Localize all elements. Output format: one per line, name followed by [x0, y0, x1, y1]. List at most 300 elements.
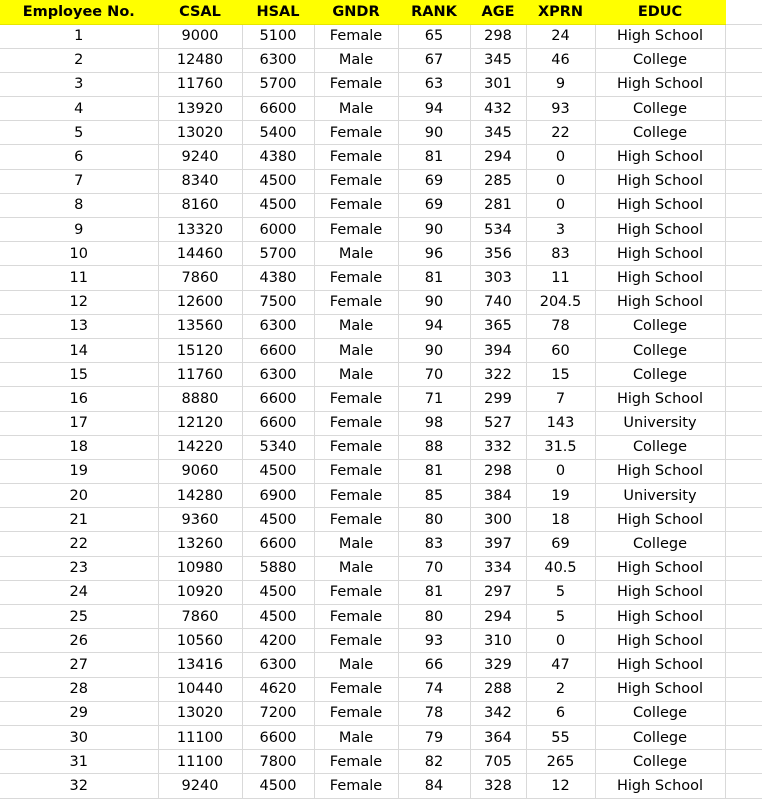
cell-educ[interactable]: High School: [595, 629, 725, 653]
cell-rank[interactable]: 93: [398, 629, 470, 653]
cell-age[interactable]: 534: [470, 218, 526, 242]
cell-rank[interactable]: 90: [398, 338, 470, 362]
cell-educ[interactable]: College: [595, 338, 725, 362]
cell-csal[interactable]: 12120: [158, 411, 242, 435]
cell-employee-no[interactable]: 32: [0, 774, 158, 798]
cell-xprn[interactable]: 0: [526, 629, 595, 653]
cell-rank[interactable]: 63: [398, 72, 470, 96]
header-rank[interactable]: RANK: [398, 0, 470, 24]
header-xprn[interactable]: XPRN: [526, 0, 595, 24]
cell-employee-no[interactable]: 9: [0, 218, 158, 242]
cell-educ[interactable]: College: [595, 701, 725, 725]
cell-xprn[interactable]: 12: [526, 774, 595, 798]
cell-educ[interactable]: High School: [595, 556, 725, 580]
cell-employee-no[interactable]: 2: [0, 48, 158, 72]
cell-educ[interactable]: College: [595, 532, 725, 556]
cell-rank[interactable]: 80: [398, 605, 470, 629]
cell-hsal[interactable]: 5700: [242, 72, 314, 96]
cell-csal[interactable]: 13020: [158, 121, 242, 145]
empty-cell[interactable]: [725, 556, 762, 580]
cell-employee-no[interactable]: 29: [0, 701, 158, 725]
cell-age[interactable]: 299: [470, 387, 526, 411]
cell-employee-no[interactable]: 23: [0, 556, 158, 580]
cell-xprn[interactable]: 2: [526, 677, 595, 701]
cell-employee-no[interactable]: 15: [0, 363, 158, 387]
empty-cell[interactable]: [725, 532, 762, 556]
empty-cell[interactable]: [725, 435, 762, 459]
cell-csal[interactable]: 9240: [158, 774, 242, 798]
cell-csal[interactable]: 14460: [158, 242, 242, 266]
cell-hsal[interactable]: 4500: [242, 774, 314, 798]
cell-age[interactable]: 384: [470, 484, 526, 508]
cell-hsal[interactable]: 7800: [242, 750, 314, 774]
cell-csal[interactable]: 13320: [158, 218, 242, 242]
cell-csal[interactable]: 7860: [158, 605, 242, 629]
cell-xprn[interactable]: 31.5: [526, 435, 595, 459]
cell-gndr[interactable]: Female: [314, 605, 398, 629]
cell-employee-no[interactable]: 22: [0, 532, 158, 556]
cell-rank[interactable]: 70: [398, 363, 470, 387]
empty-cell[interactable]: [725, 363, 762, 387]
empty-cell[interactable]: [725, 266, 762, 290]
cell-educ[interactable]: High School: [595, 605, 725, 629]
cell-gndr[interactable]: Female: [314, 290, 398, 314]
empty-cell[interactable]: [725, 24, 762, 48]
cell-csal[interactable]: 13260: [158, 532, 242, 556]
cell-hsal[interactable]: 4620: [242, 677, 314, 701]
cell-hsal[interactable]: 5340: [242, 435, 314, 459]
empty-cell[interactable]: [725, 774, 762, 798]
cell-age[interactable]: 365: [470, 314, 526, 338]
cell-hsal[interactable]: 5400: [242, 121, 314, 145]
cell-csal[interactable]: 8160: [158, 193, 242, 217]
cell-gndr[interactable]: Male: [314, 314, 398, 338]
cell-gndr[interactable]: Female: [314, 484, 398, 508]
empty-cell[interactable]: [725, 145, 762, 169]
cell-hsal[interactable]: 6600: [242, 97, 314, 121]
cell-csal[interactable]: 13416: [158, 653, 242, 677]
cell-rank[interactable]: 70: [398, 556, 470, 580]
cell-age[interactable]: 345: [470, 121, 526, 145]
cell-age[interactable]: 285: [470, 169, 526, 193]
cell-hsal[interactable]: 5100: [242, 24, 314, 48]
cell-employee-no[interactable]: 6: [0, 145, 158, 169]
empty-cell[interactable]: [725, 290, 762, 314]
cell-employee-no[interactable]: 17: [0, 411, 158, 435]
cell-hsal[interactable]: 4500: [242, 508, 314, 532]
cell-hsal[interactable]: 4380: [242, 145, 314, 169]
cell-xprn[interactable]: 46: [526, 48, 595, 72]
cell-educ[interactable]: High School: [595, 218, 725, 242]
cell-csal[interactable]: 9240: [158, 145, 242, 169]
cell-gndr[interactable]: Female: [314, 677, 398, 701]
empty-cell[interactable]: [725, 653, 762, 677]
cell-hsal[interactable]: 4500: [242, 193, 314, 217]
cell-age[interactable]: 298: [470, 24, 526, 48]
cell-csal[interactable]: 11100: [158, 725, 242, 749]
cell-rank[interactable]: 66: [398, 653, 470, 677]
cell-hsal[interactable]: 6300: [242, 653, 314, 677]
cell-educ[interactable]: High School: [595, 242, 725, 266]
cell-rank[interactable]: 84: [398, 774, 470, 798]
cell-employee-no[interactable]: 28: [0, 677, 158, 701]
cell-csal[interactable]: 14280: [158, 484, 242, 508]
cell-csal[interactable]: 11100: [158, 750, 242, 774]
cell-employee-no[interactable]: 25: [0, 605, 158, 629]
cell-age[interactable]: 345: [470, 48, 526, 72]
table-row: [0, 193, 762, 217]
cell-hsal[interactable]: 7500: [242, 290, 314, 314]
cell-employee-no[interactable]: 7: [0, 169, 158, 193]
cell-hsal[interactable]: 6600: [242, 411, 314, 435]
cell-rank[interactable]: 69: [398, 193, 470, 217]
cell-hsal[interactable]: 6600: [242, 725, 314, 749]
header-hsal[interactable]: HSAL: [242, 0, 314, 24]
empty-cell[interactable]: [725, 459, 762, 483]
cell-gndr[interactable]: Female: [314, 411, 398, 435]
cell-xprn[interactable]: 60: [526, 338, 595, 362]
cell-age[interactable]: 329: [470, 653, 526, 677]
cell-employee-no[interactable]: 1: [0, 24, 158, 48]
cell-rank[interactable]: 81: [398, 266, 470, 290]
cell-xprn[interactable]: 93: [526, 97, 595, 121]
cell-rank[interactable]: 81: [398, 459, 470, 483]
cell-xprn[interactable]: 143: [526, 411, 595, 435]
cell-educ[interactable]: High School: [595, 677, 725, 701]
cell-csal[interactable]: 8880: [158, 387, 242, 411]
cell-educ[interactable]: University: [595, 484, 725, 508]
cell-xprn[interactable]: 19: [526, 484, 595, 508]
cell-educ[interactable]: High School: [595, 145, 725, 169]
header-row: [0, 0, 762, 24]
cell-educ[interactable]: High School: [595, 580, 725, 604]
cell-educ[interactable]: High School: [595, 774, 725, 798]
cell-rank[interactable]: 71: [398, 387, 470, 411]
cell-educ[interactable]: College: [595, 121, 725, 145]
cell-csal[interactable]: 13920: [158, 97, 242, 121]
cell-xprn[interactable]: 83: [526, 242, 595, 266]
cell-educ[interactable]: High School: [595, 169, 725, 193]
cell-gndr[interactable]: Male: [314, 556, 398, 580]
cell-xprn[interactable]: 204.5: [526, 290, 595, 314]
cell-rank[interactable]: 81: [398, 145, 470, 169]
cell-hsal[interactable]: 4500: [242, 459, 314, 483]
cell-age[interactable]: 301: [470, 72, 526, 96]
cell-rank[interactable]: 83: [398, 532, 470, 556]
empty-cell[interactable]: [725, 629, 762, 653]
cell-age[interactable]: 298: [470, 459, 526, 483]
cell-employee-no[interactable]: 16: [0, 387, 158, 411]
empty-cell[interactable]: [725, 677, 762, 701]
cell-employee-no[interactable]: 21: [0, 508, 158, 532]
cell-xprn[interactable]: 22: [526, 121, 595, 145]
cell-gndr[interactable]: Female: [314, 701, 398, 725]
cell-xprn[interactable]: 11: [526, 266, 595, 290]
cell-xprn[interactable]: 78: [526, 314, 595, 338]
empty-cell[interactable]: [725, 121, 762, 145]
cell-rank[interactable]: 81: [398, 580, 470, 604]
empty-cell[interactable]: [725, 0, 762, 24]
cell-gndr[interactable]: Male: [314, 242, 398, 266]
cell-gndr[interactable]: Male: [314, 532, 398, 556]
cell-gndr[interactable]: Male: [314, 653, 398, 677]
cell-rank[interactable]: 65: [398, 24, 470, 48]
empty-cell[interactable]: [725, 48, 762, 72]
cell-rank[interactable]: 74: [398, 677, 470, 701]
cell-age[interactable]: 432: [470, 97, 526, 121]
header-csal[interactable]: CSAL: [158, 0, 242, 24]
cell-employee-no[interactable]: 24: [0, 580, 158, 604]
cell-gndr[interactable]: Female: [314, 193, 398, 217]
cell-age[interactable]: 705: [470, 750, 526, 774]
empty-cell[interactable]: [725, 725, 762, 749]
cell-xprn[interactable]: 24: [526, 24, 595, 48]
cell-gndr[interactable]: Female: [314, 24, 398, 48]
empty-cell[interactable]: [725, 580, 762, 604]
empty-cell[interactable]: [725, 97, 762, 121]
cell-educ[interactable]: College: [595, 725, 725, 749]
cell-gndr[interactable]: Female: [314, 387, 398, 411]
header-employee-no[interactable]: Employee No.: [0, 0, 158, 24]
cell-gndr[interactable]: Female: [314, 72, 398, 96]
cell-hsal[interactable]: 6300: [242, 48, 314, 72]
cell-hsal[interactable]: 5700: [242, 242, 314, 266]
cell-hsal[interactable]: 6000: [242, 218, 314, 242]
cell-age[interactable]: 281: [470, 193, 526, 217]
cell-age[interactable]: 310: [470, 629, 526, 653]
cell-employee-no[interactable]: 4: [0, 97, 158, 121]
cell-rank[interactable]: 80: [398, 508, 470, 532]
table-row: [0, 459, 762, 483]
empty-cell[interactable]: [725, 242, 762, 266]
cell-gndr[interactable]: Male: [314, 338, 398, 362]
cell-gndr[interactable]: Female: [314, 750, 398, 774]
cell-xprn[interactable]: 40.5: [526, 556, 595, 580]
cell-age[interactable]: 332: [470, 435, 526, 459]
cell-educ[interactable]: High School: [595, 508, 725, 532]
cell-educ[interactable]: High School: [595, 266, 725, 290]
cell-gndr[interactable]: Female: [314, 508, 398, 532]
cell-hsal[interactable]: 6300: [242, 363, 314, 387]
empty-cell[interactable]: [725, 314, 762, 338]
cell-educ[interactable]: High School: [595, 653, 725, 677]
cell-xprn[interactable]: 5: [526, 580, 595, 604]
cell-age[interactable]: 294: [470, 145, 526, 169]
cell-rank[interactable]: 79: [398, 725, 470, 749]
cell-rank[interactable]: 94: [398, 97, 470, 121]
cell-employee-no[interactable]: 19: [0, 459, 158, 483]
empty-cell[interactable]: [725, 605, 762, 629]
cell-educ[interactable]: College: [595, 750, 725, 774]
cell-age[interactable]: 328: [470, 774, 526, 798]
cell-age[interactable]: 334: [470, 556, 526, 580]
cell-age[interactable]: 342: [470, 701, 526, 725]
cell-age[interactable]: 397: [470, 532, 526, 556]
cell-rank[interactable]: 96: [398, 242, 470, 266]
cell-employee-no[interactable]: 8: [0, 193, 158, 217]
cell-rank[interactable]: 90: [398, 290, 470, 314]
cell-hsal[interactable]: 4500: [242, 169, 314, 193]
cell-educ[interactable]: High School: [595, 193, 725, 217]
cell-csal[interactable]: 12480: [158, 48, 242, 72]
empty-cell[interactable]: [725, 387, 762, 411]
cell-age[interactable]: 394: [470, 338, 526, 362]
cell-employee-no[interactable]: 10: [0, 242, 158, 266]
cell-rank[interactable]: 78: [398, 701, 470, 725]
cell-educ[interactable]: High School: [595, 24, 725, 48]
cell-gndr[interactable]: Female: [314, 121, 398, 145]
cell-age[interactable]: 527: [470, 411, 526, 435]
cell-age[interactable]: 297: [470, 580, 526, 604]
cell-employee-no[interactable]: 18: [0, 435, 158, 459]
cell-gndr[interactable]: Female: [314, 266, 398, 290]
cell-rank[interactable]: 94: [398, 314, 470, 338]
empty-cell[interactable]: [725, 72, 762, 96]
cell-gndr[interactable]: Female: [314, 774, 398, 798]
cell-hsal[interactable]: 6300: [242, 314, 314, 338]
cell-gndr[interactable]: Female: [314, 459, 398, 483]
cell-xprn[interactable]: 15: [526, 363, 595, 387]
cell-hsal[interactable]: 4200: [242, 629, 314, 653]
empty-cell[interactable]: [725, 218, 762, 242]
cell-csal[interactable]: 11760: [158, 72, 242, 96]
cell-csal[interactable]: 10980: [158, 556, 242, 580]
cell-rank[interactable]: 85: [398, 484, 470, 508]
cell-employee-no[interactable]: 13: [0, 314, 158, 338]
cell-age[interactable]: 288: [470, 677, 526, 701]
cell-xprn[interactable]: 7: [526, 387, 595, 411]
cell-csal[interactable]: 15120: [158, 338, 242, 362]
cell-educ[interactable]: College: [595, 435, 725, 459]
cell-xprn[interactable]: 0: [526, 193, 595, 217]
cell-xprn[interactable]: 55: [526, 725, 595, 749]
cell-employee-no[interactable]: 30: [0, 725, 158, 749]
cell-age[interactable]: 300: [470, 508, 526, 532]
cell-employee-no[interactable]: 11: [0, 266, 158, 290]
empty-cell[interactable]: [725, 701, 762, 725]
cell-hsal[interactable]: 4500: [242, 605, 314, 629]
cell-csal[interactable]: 12600: [158, 290, 242, 314]
cell-rank[interactable]: 88: [398, 435, 470, 459]
cell-educ[interactable]: College: [595, 363, 725, 387]
header-age[interactable]: AGE: [470, 0, 526, 24]
cell-educ[interactable]: University: [595, 411, 725, 435]
cell-xprn[interactable]: 0: [526, 459, 595, 483]
header-educ[interactable]: EDUC: [595, 0, 725, 24]
cell-employee-no[interactable]: 3: [0, 72, 158, 96]
empty-cell[interactable]: [725, 169, 762, 193]
header-gndr[interactable]: GNDR: [314, 0, 398, 24]
empty-cell[interactable]: [725, 484, 762, 508]
cell-age[interactable]: 294: [470, 605, 526, 629]
cell-rank[interactable]: 69: [398, 169, 470, 193]
empty-cell[interactable]: [725, 750, 762, 774]
cell-employee-no[interactable]: 26: [0, 629, 158, 653]
cell-rank[interactable]: 67: [398, 48, 470, 72]
cell-educ[interactable]: College: [595, 97, 725, 121]
cell-employee-no[interactable]: 5: [0, 121, 158, 145]
cell-rank[interactable]: 90: [398, 121, 470, 145]
cell-rank[interactable]: 82: [398, 750, 470, 774]
cell-xprn[interactable]: 5: [526, 605, 595, 629]
cell-employee-no[interactable]: 31: [0, 750, 158, 774]
cell-xprn[interactable]: 6: [526, 701, 595, 725]
cell-hsal[interactable]: 6600: [242, 532, 314, 556]
cell-hsal[interactable]: 4380: [242, 266, 314, 290]
empty-cell[interactable]: [725, 193, 762, 217]
cell-hsal[interactable]: 4500: [242, 580, 314, 604]
cell-educ[interactable]: High School: [595, 459, 725, 483]
cell-hsal[interactable]: 5880: [242, 556, 314, 580]
cell-xprn[interactable]: 3: [526, 218, 595, 242]
cell-hsal[interactable]: 7200: [242, 701, 314, 725]
cell-xprn[interactable]: 9: [526, 72, 595, 96]
cell-xprn[interactable]: 0: [526, 169, 595, 193]
cell-employee-no[interactable]: 27: [0, 653, 158, 677]
cell-csal[interactable]: 9060: [158, 459, 242, 483]
cell-xprn[interactable]: 47: [526, 653, 595, 677]
cell-xprn[interactable]: 18: [526, 508, 595, 532]
cell-educ[interactable]: High School: [595, 290, 725, 314]
cell-educ[interactable]: High School: [595, 387, 725, 411]
cell-xprn[interactable]: 69: [526, 532, 595, 556]
cell-gndr[interactable]: Male: [314, 97, 398, 121]
cell-rank[interactable]: 98: [398, 411, 470, 435]
cell-csal[interactable]: 7860: [158, 266, 242, 290]
cell-gndr[interactable]: Female: [314, 629, 398, 653]
cell-hsal[interactable]: 6600: [242, 387, 314, 411]
cell-xprn[interactable]: 265: [526, 750, 595, 774]
cell-employee-no[interactable]: 14: [0, 338, 158, 362]
cell-gndr[interactable]: Female: [314, 580, 398, 604]
cell-csal[interactable]: 10560: [158, 629, 242, 653]
cell-age[interactable]: 322: [470, 363, 526, 387]
empty-cell[interactable]: [725, 508, 762, 532]
cell-educ[interactable]: College: [595, 314, 725, 338]
cell-age[interactable]: 740: [470, 290, 526, 314]
cell-hsal[interactable]: 6900: [242, 484, 314, 508]
cell-csal[interactable]: 14220: [158, 435, 242, 459]
cell-educ[interactable]: College: [595, 48, 725, 72]
cell-hsal[interactable]: 6600: [242, 338, 314, 362]
cell-rank[interactable]: 90: [398, 218, 470, 242]
cell-csal[interactable]: 10440: [158, 677, 242, 701]
cell-age[interactable]: 356: [470, 242, 526, 266]
cell-gndr[interactable]: Female: [314, 169, 398, 193]
cell-gndr[interactable]: Female: [314, 145, 398, 169]
cell-gndr[interactable]: Male: [314, 363, 398, 387]
cell-csal[interactable]: 11760: [158, 363, 242, 387]
empty-cell[interactable]: [725, 338, 762, 362]
cell-gndr[interactable]: Female: [314, 218, 398, 242]
cell-employee-no[interactable]: 20: [0, 484, 158, 508]
empty-cell[interactable]: [725, 411, 762, 435]
cell-gndr[interactable]: Male: [314, 725, 398, 749]
cell-csal[interactable]: 9360: [158, 508, 242, 532]
cell-gndr[interactable]: Male: [314, 48, 398, 72]
cell-csal[interactable]: 8340: [158, 169, 242, 193]
cell-gndr[interactable]: Female: [314, 435, 398, 459]
cell-csal[interactable]: 13020: [158, 701, 242, 725]
cell-age[interactable]: 303: [470, 266, 526, 290]
cell-csal[interactable]: 10920: [158, 580, 242, 604]
cell-csal[interactable]: 13560: [158, 314, 242, 338]
cell-xprn[interactable]: 0: [526, 145, 595, 169]
cell-employee-no[interactable]: 12: [0, 290, 158, 314]
cell-csal[interactable]: 9000: [158, 24, 242, 48]
cell-educ[interactable]: High School: [595, 72, 725, 96]
cell-age[interactable]: 364: [470, 725, 526, 749]
